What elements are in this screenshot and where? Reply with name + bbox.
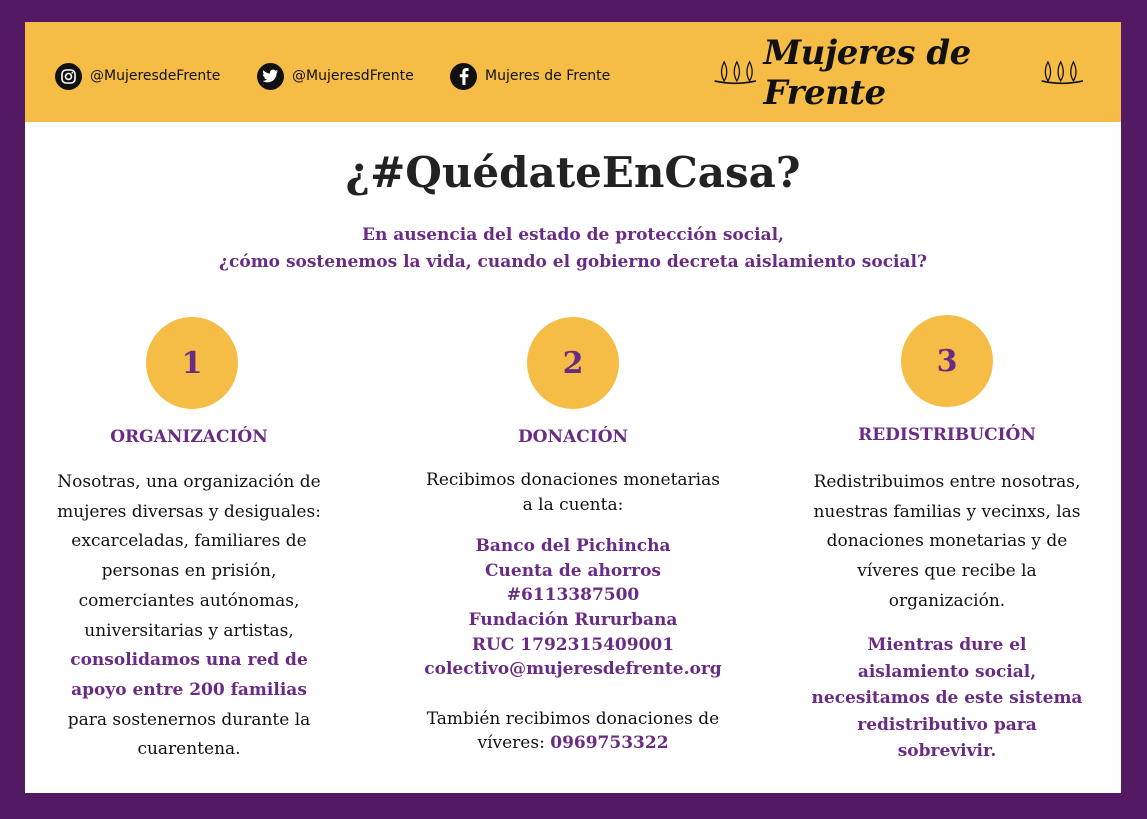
text-line: a la cuenta: — [522, 494, 624, 515]
highlight-line: aislamiento social, — [857, 661, 1037, 682]
header-bar — [25, 22, 1121, 122]
text-line: mujeres diversas y desiguales: — [57, 501, 321, 522]
facebook-page: Mujeres de Frente — [485, 68, 611, 84]
text-line: universitarias y artistas, — [84, 620, 294, 641]
highlight-line: sobrevivir. — [897, 741, 997, 761]
column-redistribucion-text — [795, 468, 1099, 617]
text-line: víveres que recibe la — [857, 561, 1037, 582]
highlight-line: necesitamos de este sistema — [811, 688, 1083, 708]
text-line: excarceladas, familiares de — [71, 531, 307, 552]
page-title: ¿#QuédateEnCasa? — [345, 148, 801, 197]
step-number-badge: 2 — [527, 317, 619, 409]
poster-card — [25, 22, 1121, 793]
column-redistribucion-highlight — [795, 632, 1099, 765]
flower-ornament-right-icon — [1040, 53, 1085, 93]
text-line: Recibimos donaciones monetarias — [426, 470, 720, 490]
bank-name: Banco del Pichincha — [475, 536, 671, 557]
text-line: cuarentena. — [137, 739, 241, 760]
account-holder: Fundación Rururbana — [468, 609, 678, 630]
subtitle-line: En ausencia del estado de protección social, — [362, 225, 784, 245]
flower-ornament-left-icon — [713, 53, 758, 93]
social-twitter[interactable] — [257, 61, 414, 91]
social-facebook[interactable] — [450, 61, 610, 91]
instagram-handle: @MujeresdeFrente — [90, 68, 221, 84]
account-type: Cuenta de ahorros — [484, 560, 661, 581]
text-line: Nosotras, una organización de — [57, 472, 321, 492]
facebook-icon — [450, 63, 477, 90]
goods-prefix: víveres: — [477, 733, 545, 754]
social-instagram[interactable] — [55, 61, 220, 91]
instagram-icon — [55, 63, 82, 90]
brand-logo-text: Mujeres de Frente — [763, 33, 971, 113]
highlight-line: Mientras dure el — [867, 635, 1027, 655]
highlight-line: apoyo entre 200 familias — [71, 679, 307, 700]
text-line: comerciantes autónomas, — [78, 590, 300, 611]
column-donacion-text — [413, 468, 733, 756]
text-line: También recibimos donaciones de — [426, 708, 720, 729]
text-line: nuestras familias y vecinxs, las — [813, 501, 1081, 522]
subtitle-line: ¿cómo sostenemos la vida, cuando el gobierno decreta aislamiento social? — [219, 252, 927, 272]
highlight-line: redistributivo para — [857, 714, 1037, 735]
column-heading-organizacion: ORGANIZACIÓN — [110, 427, 268, 447]
text-line: personas en prisión, — [101, 561, 277, 582]
text-line: organización. — [888, 590, 1006, 611]
column-organizacion-text — [45, 468, 333, 765]
ruc-number: RUC 1792315409001 — [471, 634, 675, 655]
twitter-handle: @MujeresdFrente — [292, 68, 414, 84]
highlight-line: consolidamos una red de — [70, 650, 308, 671]
brand-logo — [713, 33, 1085, 113]
text-line: Redistribuimos entre nosotras, — [813, 472, 1081, 492]
goods-line — [413, 731, 733, 756]
spacer — [413, 517, 733, 534]
twitter-icon — [257, 63, 284, 90]
spacer — [413, 682, 733, 707]
text-line: para sostenernos durante la — [67, 709, 311, 730]
page-subtitle — [25, 222, 1121, 276]
column-heading-donacion: DONACIÓN — [517, 427, 629, 447]
account-number: #6113387500 — [506, 585, 640, 606]
column-heading-redistribucion: REDISTRIBUCIÓN — [858, 425, 1036, 445]
text-line: donaciones monetarias y de — [826, 531, 1068, 552]
step-number-badge: 1 — [146, 317, 238, 409]
step-number-badge: 3 — [901, 315, 993, 407]
goods-phone[interactable]: 0969753322 — [550, 733, 669, 754]
contact-email[interactable]: colectivo@mujeresdefrente.org — [424, 659, 722, 680]
